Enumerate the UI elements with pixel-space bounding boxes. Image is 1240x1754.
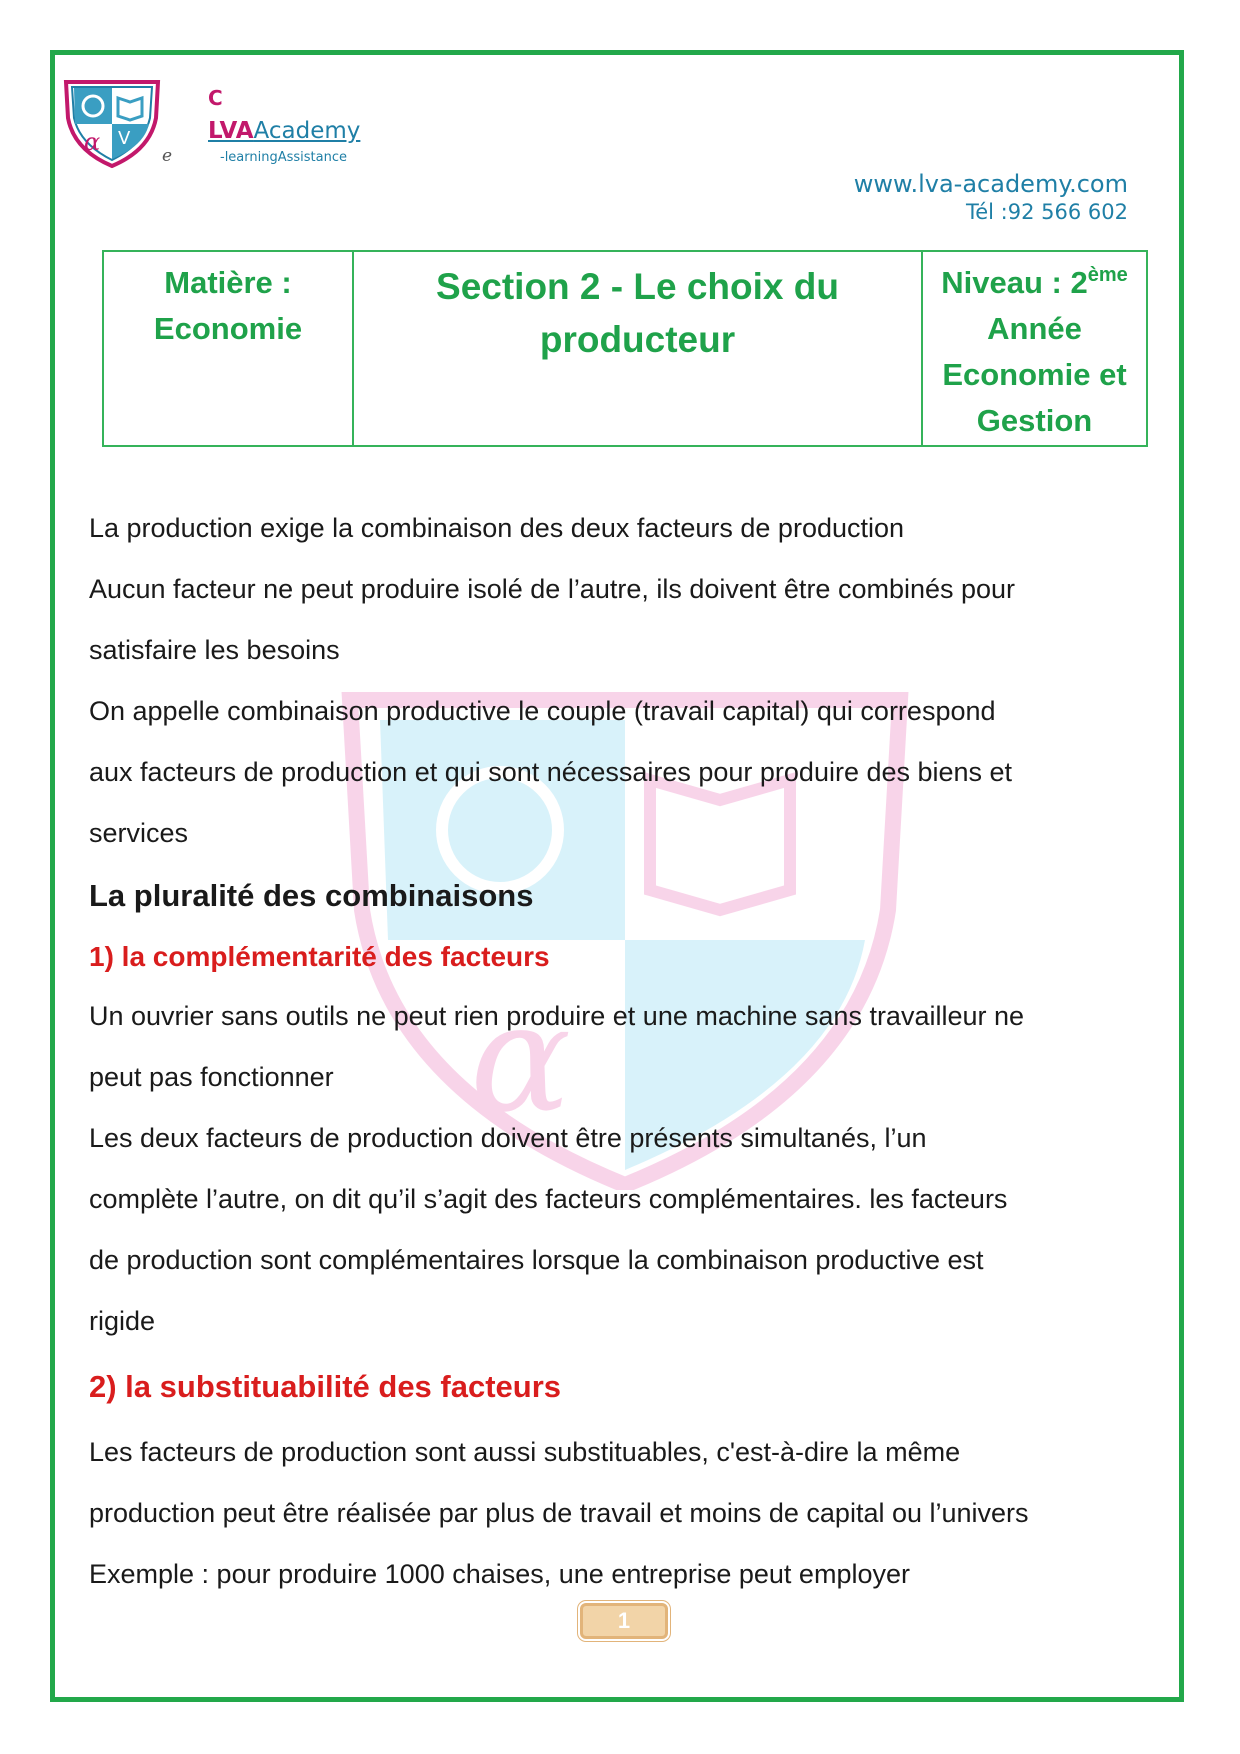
level-line-1 (924, 260, 1145, 306)
paragraph-line: complète l’autre, on dit qu’il s’agit des facteurs complémentaires. les facteurs (89, 1184, 1008, 1214)
paragraph-line: peut pas fonctionner (89, 1062, 334, 1092)
subheading-substitutability: 2) la substituabilité des facteurs (89, 1369, 562, 1404)
paragraph-line: aux facteurs de production et qui sont nécessaires pour produire des biens et (89, 757, 1013, 787)
subject-label: Matière : (164, 265, 292, 300)
website-link[interactable]: www.lva-academy.com (853, 170, 1128, 198)
document-body (89, 498, 1169, 1605)
paragraph-line: La production exige la combinaison des deux facteurs de production (89, 513, 905, 543)
level-cell (922, 251, 1147, 446)
lva-academy-logo (58, 78, 166, 170)
level-line-2: Année (987, 311, 1082, 346)
section-heading-plurality: La pluralité des combinaisons (89, 878, 534, 913)
paragraph-line: Exemple : pour produire 1000 chaises, une entreprise peut employer (89, 1559, 910, 1589)
level-line-4: Gestion (976, 403, 1093, 438)
paragraph-line: Les facteurs de production sont aussi substituables, c'est-à-dire la même (89, 1437, 961, 1467)
phone-number: Tél :92 566 602 (965, 200, 1128, 224)
svg-text:α: α (470, 972, 572, 1146)
subject-cell (103, 251, 353, 446)
paragraph-line: Les deux facteurs de production doivent être présents simultanés, l’un (89, 1123, 927, 1153)
brand-name-prefix: LVA (208, 118, 254, 144)
brand-letter: C (208, 86, 223, 110)
contact-info (854, 170, 1128, 224)
paragraph-line: rigide (89, 1306, 156, 1336)
page-title-line-1: Section 2 - Le choix du (436, 266, 839, 307)
brand-tagline: -learningAssistance (220, 150, 347, 165)
page-number-badge: 1 (580, 1603, 668, 1639)
brand-block (208, 86, 360, 165)
paragraph-line: Un ouvrier sans outils ne peut rien produire et une machine sans travailleur ne (89, 1001, 1025, 1031)
level-prefix: Niveau : 2 (941, 265, 1088, 300)
svg-text:V: V (118, 128, 131, 149)
page-title-line-2: producteur (539, 319, 736, 360)
svg-text:α: α (84, 128, 101, 156)
subheading-complementarity: 1) la complémentarité des facteurs (89, 941, 550, 972)
paragraph-line: production peut être réalisée par plus de travail et moins de capital ou l’univers (89, 1498, 1029, 1528)
paragraph-line: satisfaire les besoins (89, 635, 340, 665)
paragraph-line: de production sont complémentaires lorsque la combinaison productive est (89, 1245, 984, 1275)
title-cell (353, 251, 922, 446)
brand-name-rest: Academy (253, 118, 361, 144)
logo-letter-e: e (162, 146, 173, 166)
level-superscript: ème (1087, 264, 1128, 286)
paragraph-line: Aucun facteur ne peut produire isolé de l’autre, ils doivent être combinés pour (89, 574, 1016, 604)
level-line-3: Economie et (942, 357, 1127, 392)
header-table (102, 250, 1148, 447)
subject-value: Economie (153, 311, 303, 346)
brand-name[interactable] (208, 118, 360, 144)
paragraph-line: services (89, 818, 189, 848)
paragraph-line: On appelle combinaison productive le couple (travail capital) qui correspond (89, 696, 996, 726)
